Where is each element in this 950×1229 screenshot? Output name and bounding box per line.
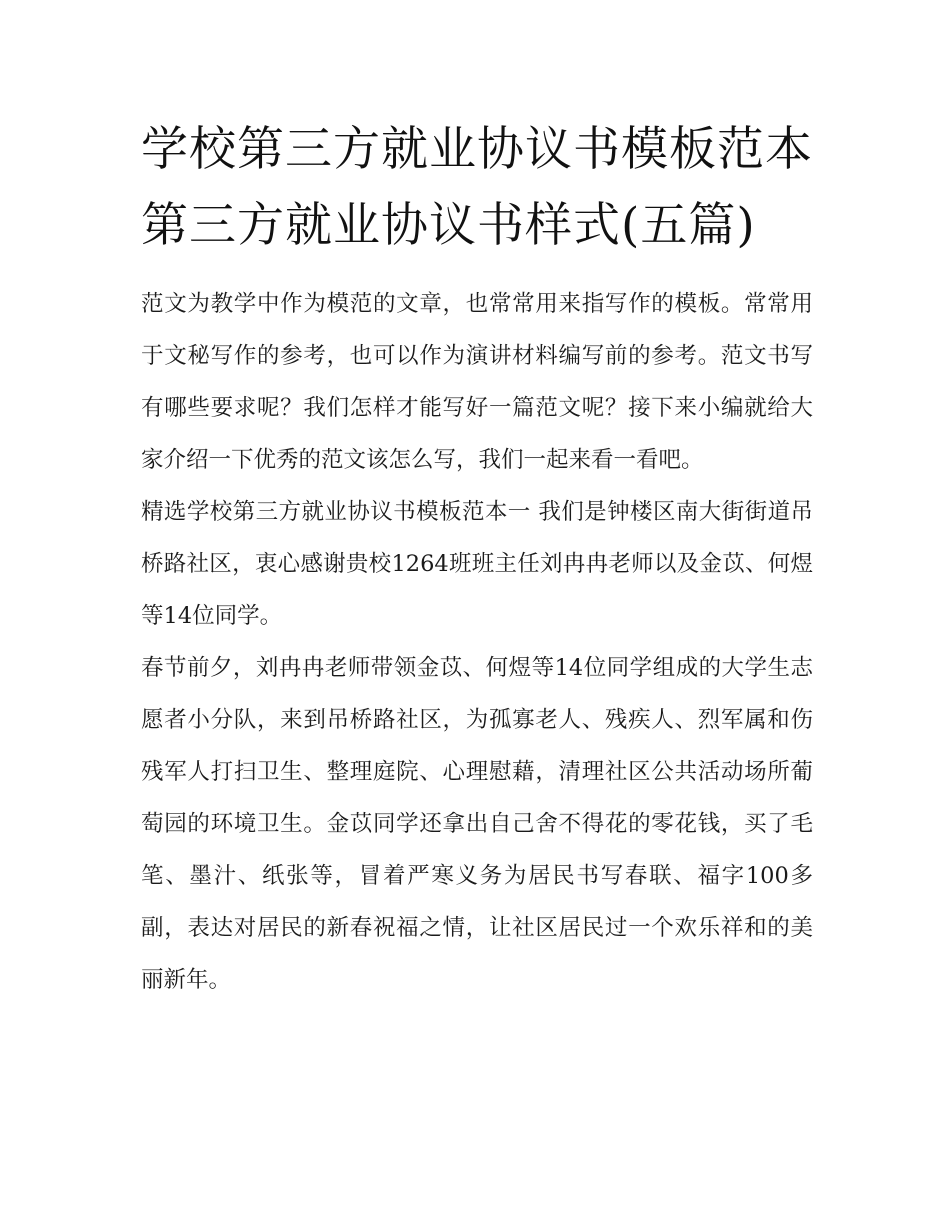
paragraph-intro: 范文为教学中作为模范的文章，也常常用来指写作的模板。常常用于文秘写作的参考，也可以作为演讲材料编写前的参考。范文书写有哪些要求呢？我们怎样才能写好一篇范文呢？接下来小编就给大家介绍一下优秀的范文该怎么写，我们一起来看一看吧。 — [141, 291, 813, 473]
paragraph-spring-festival: 春节前夕，刘冉冉老师带领金苡、何煜等14位同学组成的大学生志愿者小分队，来到吊桥路社区，为孤寡老人、残疾人、烈军属和伤残军人打扫卫生、整理庭院、心理慰藉，清理社区公共活动场所葡萄园的环境卫生。金苡同学还拿出自己舍不得花的零花钱，买了毛笔、墨汁、纸张等，冒着严寒义务为居民书写春联、福字100多副，表达对居民的新春祝福之情，让社区居民过一个欢乐祥和的美丽新年。 — [141, 655, 813, 993]
paragraph-sample-one: 精选学校第三方就业协议书模板范本一 我们是钟楼区南大街街道吊桥路社区，衷心感谢贵校1264班班主任刘冉冉老师以及金苡、何煜等14位同学。 — [141, 499, 813, 629]
document-title: 学校第三方就业协议书模板范本 第三方就业协议书样式(五篇) — [141, 122, 813, 253]
document-content — [141, 112, 813, 1006]
document-body — [141, 278, 813, 1006]
